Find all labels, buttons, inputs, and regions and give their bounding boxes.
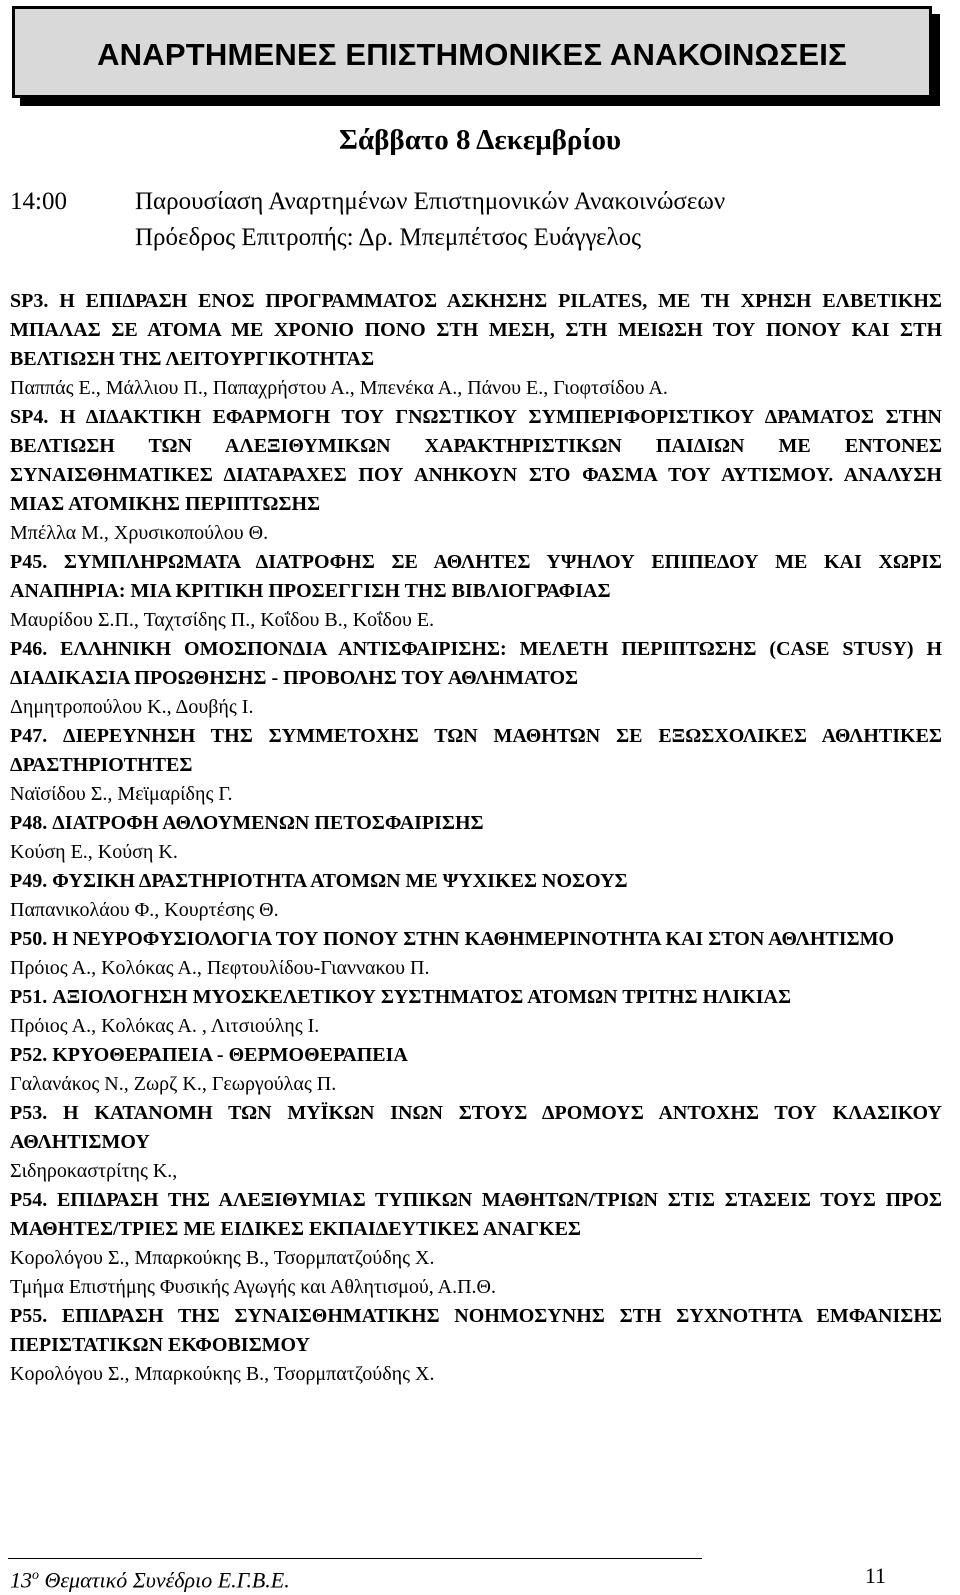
banner-title: ΑΝΑΡΤΗΜΕΝΕΣ ΕΠΙΣΤΗΜΟΝΙΚΕΣ ΑΝΑΚΟΙΝΩΣΕΙΣ [97,37,847,72]
poster-code: P50. [10,928,48,950]
poster-title-text: ΕΛΛΗΝΙΚΗ ΟΜΟΣΠΟΝΔΙΑ ΑΝΤΙΣΦΑΙΡΙΣΗΣ: ΜΕΛΕΤΗ ΠΕΡΙΠΤΩΣΗΣ (CASE STUSY) Η ΔΙΑΔΙΚΑΣΙΑ ΠΡΟΩΘΗΣΗΣ - ΠΡΟΒΟΛΗΣ ΤΟΥ ΑΘΛΗΜΑΤΟΣ [10,638,943,689]
poster-authors: Γαλανάκος Ν., Ζωρζ Κ., Γεωργούλας Π. [10,1073,337,1095]
poster-title [10,925,942,954]
poster-title-text: Η ΚΑΤΑΝΟΜΗ ΤΩΝ ΜΥΪΚΩΝ ΙΝΩΝ ΣΤΟΥΣ ΔΡΟΜΟΥΣ ΑΝΤΟΧΗΣ ΤΟΥ ΚΛΑΣΙΚΟΥ ΑΘΛΗΤΙΣΜΟΥ [10,1102,942,1153]
poster-title [10,1186,942,1244]
poster-affiliation: Τμήμα Επιστήμης Φυσικής Αγωγής και Αθλητισμού, Α.Π.Θ. [10,1276,496,1298]
footer-conference: Θεματικό Συνέδριο Ε.Γ.Β.Ε. [39,1567,290,1593]
poster-code: P48. [10,812,48,834]
session-title: Παρουσίαση Αναρτημένων Επιστημονικών Ανακοινώσεων [135,188,726,215]
poster-title-text: ΣΥΜΠΛΗΡΩΜΑΤΑ ΔΙΑΤΡΟΦΗΣ ΣΕ ΑΘΛΗΤΕΣ ΥΨΗΛΟΥ ΕΠΙΠΕΔΟΥ ΜΕ ΚΑΙ ΧΩΡΙΣ ΑΝΑΠΗΡΙΑ: ΜΙΑ ΚΡΙΤΙΚΗ ΠΡΟΣΕΓΓΙΣΗ ΤΗΣ ΒΙΒΛΙΟΓΡΑΦΙΑΣ [10,551,942,602]
poster-entry-p47 [10,722,942,809]
poster-code: P47. [10,725,48,747]
poster-entry-sp3 [10,287,942,403]
poster-title-text: ΦΥΣΙΚΗ ΔΡΑΣΤΗΡΙΟΤΗΤΑ ΑΤΟΜΩΝ ΜΕ ΨΥΧΙΚΕΣ ΝΟΣΟΥΣ [52,870,628,892]
poster-authors: Σιδηροκαστρίτης Κ., [10,1160,178,1182]
footer-ordinal-sup: ο [32,1568,39,1583]
poster-title-text: ΕΠΙΔΡΑΣΗ ΤΗΣ ΣΥΝΑΙΣΘΗΜΑΤΙΚΗΣ ΝΟΗΜΟΣΥΝΗΣ ΣΤΗ ΣΥΧΝΟΤΗΤΑ ΕΜΦΑΝΙΣΗΣ ΠΕΡΙΣΤΑΤΙΚΩΝ ΕΚΦΟΒΙΣΜΟΥ [10,1305,942,1356]
poster-code: P51. [10,986,48,1008]
footer-ordinal: 13 [10,1567,32,1593]
poster-code: P46. [10,638,48,660]
poster-entry-p46 [10,635,942,722]
poster-title [10,867,942,896]
poster-code: P49. [10,870,48,892]
day-title: Σάββατο 8 Δεκεμβρίου [339,124,621,156]
poster-entry-p50 [10,925,942,983]
poster-authors: Δημητροπούλου Κ., Δουβής Ι. [10,696,254,718]
poster-code: P55. [10,1305,48,1327]
poster-title [10,722,942,780]
poster-title [10,983,942,1012]
session-header [10,184,725,256]
poster-title [10,1099,942,1157]
poster-title [10,548,942,606]
page-number: 11 [864,1563,886,1588]
poster-code: P53. [10,1102,48,1124]
poster-list [10,287,942,1389]
poster-code: P54. [10,1189,48,1211]
poster-authors: Παπανικολάου Φ., Κουρτέσης Θ. [10,899,279,921]
poster-title-text: Η ΕΠΙΔΡΑΣΗ ΕΝΟΣ ΠΡΟΓΡΑΜΜΑΤΟΣ ΑΣΚΗΣΗΣ PILATES, ΜΕ ΤΗ ΧΡΗΣΗ ΕΛΒΕΤΙΚΗΣ ΜΠΑΛΑΣ ΣΕ ΑΤΟΜΑ ΜΕ ΧΡΟΝΙΟ ΠΟΝΟ ΣΤΗ ΜΕΣΗ, ΣΤΗ ΜΕΙΩΣΗ ΤΟΥ ΠΟΝΟΥ ΚΑΙ ΣΤΗ ΒΕΛΤΙΩΣΗ ΤΗΣ ΛΕΙΤΟΥΡΓΙΚΟΤΗΤΑΣ [10,290,943,370]
poster-title [10,1302,942,1360]
poster-entry-p55 [10,1302,942,1389]
poster-title-text: ΔΙΕΡΕΥΝΗΣΗ ΤΗΣ ΣΥΜΜΕΤΟΧΗΣ ΤΩΝ ΜΑΘΗΤΩΝ ΣΕ ΕΞΩΣΧΟΛΙΚΕΣ ΑΘΛΗΤΙΚΕΣ ΔΡΑΣΤΗΡΙΟΤΗΤΕΣ [10,725,942,776]
poster-entry-p48 [10,809,942,867]
poster-authors: Κορολόγου Σ., Μπαρκούκης Β., Τσορμπατζούδης Χ. [10,1247,435,1269]
poster-authors: Πρόιος Α., Κολόκας Α., Πεφτουλίδου-Γιαννακου Π. [10,957,430,979]
poster-code: SP3. [10,290,49,312]
poster-authors: Μπέλλα Μ., Χρυσικοπούλου Θ. [10,522,269,544]
poster-code: P52. [10,1044,48,1066]
poster-title [10,635,942,693]
poster-authors: Ναϊσίδου Σ., Μεϊμαρίδης Γ. [10,783,233,805]
poster-title-text: Η ΝΕΥΡΟΦΥΣΙΟΛΟΓΙΑ ΤΟΥ ΠΟΝΟΥ ΣΤΗΝ ΚΑΘΗΜΕΡΙΝΟΤΗΤΑ ΚΑΙ ΣΤΟΝ ΑΘΛΗΤΙΣΜΟ [52,928,895,950]
poster-title [10,403,942,519]
poster-authors: Πρόιος Α., Κολόκας Α. , Λιτσιούλης Ι. [10,1015,320,1037]
session-chair: Πρόεδρος Επιτροπής: Δρ. Μπεμπέτσος Ευάγγελος [135,224,642,251]
poster-title [10,1041,942,1070]
poster-entry-p54 [10,1186,942,1302]
poster-title [10,809,942,838]
poster-title-text: ΑΞΙΟΛΟΓΗΣΗ ΜΥΟΣΚΕΛΕΤΙΚΟΥ ΣΥΣΤΗΜΑΤΟΣ ΑΤΟΜΩΝ ΤΡΙΤΗΣ ΗΛΙΚΙΑΣ [52,986,792,1008]
poster-title-text: ΔΙΑΤΡΟΦΗ ΑΘΛΟΥΜΕΝΩΝ ΠΕΤΟΣΦΑΙΡΙΣΗΣ [52,812,484,834]
poster-title-text: Η ΔΙΔΑΚΤΙΚΗ ΕΦΑΡΜΟΓΗ ΤΟΥ ΓΝΩΣΤΙΚΟΥ ΣΥΜΠΕΡΙΦΟΡΙΣΤΙΚΟΥ ΔΡΑΜΑΤΟΣ ΣΤΗΝ ΒΕΛΤΙΩΣΗ ΤΩΝ ΑΛΕΞΙΘΥΜΙΚΩΝ ΧΑΡΑΚΤΗΡΙΣΤΙΚΩΝ ΠΑΙΔΙΩΝ ΜΕ ΕΝΤΟΝΕΣ ΣΥΝΑΙΣΘΗΜΑΤΙΚΕΣ ΔΙΑΤΑΡΑΧΕΣ ΠΟΥ ΑΝΗΚΟΥΝ ΣΤΟ ΦΑΣΜΑ ΤΟΥ ΑΥΤΙΣΜΟΥ. ΑΝΑΛΥΣΗ ΜΙΑΣ ΑΤΟΜΙΚΗΣ ΠΕΡΙΠΤΩΣΗΣ [10,406,942,515]
poster-code: P45. [10,551,48,573]
footer-divider [8,1558,702,1559]
section-banner [12,6,932,98]
poster-authors: Κούση Ε., Κούση Κ. [10,841,178,863]
poster-code: SP4. [10,406,49,428]
page-footer [10,1561,886,1595]
poster-authors: Μαυρίδου Σ.Π., Ταχτσίδης Π., Κοΐδου Β., Κοΐδου Ε. [10,609,435,631]
poster-entry-p49 [10,867,942,925]
poster-authors: Κορολόγου Σ., Μπαρκούκης Β., Τσορμπατζούδης Χ. [10,1363,435,1385]
poster-entry-p45 [10,548,942,635]
poster-title-text: ΕΠΙΔΡΑΣΗ ΤΗΣ ΑΛΕΞΙΘΥΜΙΑΣ ΤΥΠΙΚΩΝ ΜΑΘΗΤΩΝ/ΤΡΙΩΝ ΣΤΙΣ ΣΤΑΣΕΙΣ ΤΟΥΣ ΠΡΟΣ ΜΑΘΗΤΕΣ/ΤΡΙΕΣ ΜΕ ΕΙΔΙΚΕΣ ΕΚΠΑΙΔΕΥΤΙΚΕΣ ΑΝΑΓΚΕΣ [10,1189,942,1240]
poster-title [10,287,942,374]
poster-title-text: ΚΡΥΟΘΕΡΑΠΕΙΑ - ΘΕΡΜΟΘΕΡΑΠΕΙΑ [52,1044,408,1066]
poster-entry-p51 [10,983,942,1041]
poster-entry-p52 [10,1041,942,1099]
poster-authors: Παππάς Ε., Μάλλιου Π., Παπαχρήστου Α., Μπενέκα Α., Πάνου Ε., Γιοφτσίδου Α. [10,377,668,399]
poster-entry-sp4 [10,403,942,548]
session-time: 14:00 [10,188,67,215]
poster-entry-p53 [10,1099,942,1186]
